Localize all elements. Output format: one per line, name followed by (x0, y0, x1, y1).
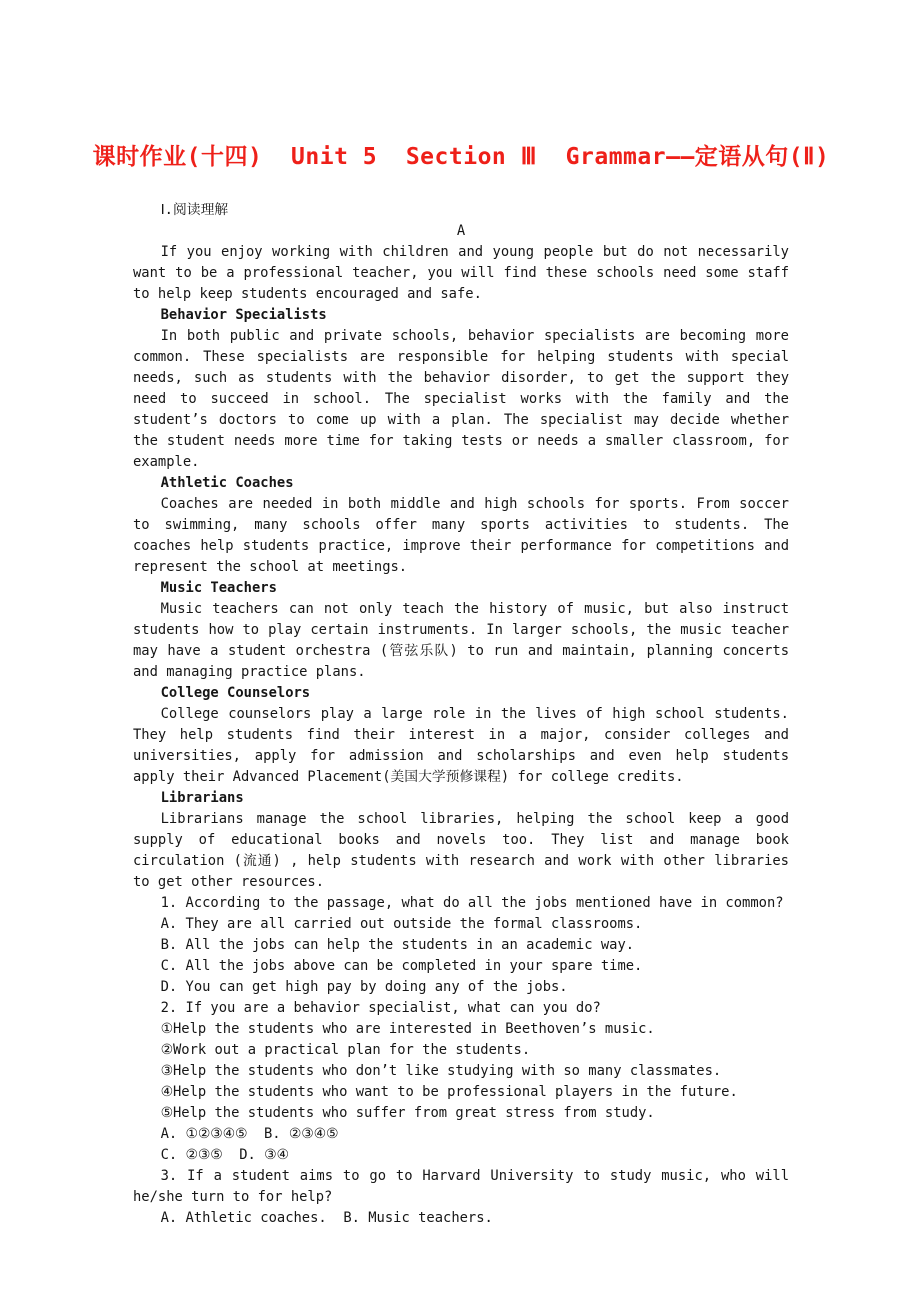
question-2-options-cd: C. ②③⑤ D. ③④ (160, 1147, 289, 1163)
question-3-stem: 3. If a student aims to go to Harvard University to study music, who will he/she turn to for help? (133, 1168, 789, 1205)
question-2-item-4: ④Help the students who want to be professional players in the future. (160, 1084, 738, 1100)
paragraph-librarians: Librarians manage the school libraries, helping the school keep a good supply of educational books and novels too. They list and manage book circulation (流通) , help students with research and work with other libraries to get other resources. (133, 811, 789, 890)
passage-label: A (456, 223, 466, 239)
subheading-college-counselors: College Counselors (160, 685, 311, 701)
subheading-athletic-coaches: Athletic Coaches (160, 475, 294, 491)
question-2-item-2: ②Work out a practical plan for the students. (160, 1042, 531, 1058)
subheading-librarians: Librarians (160, 790, 244, 806)
paragraph-behavior-specialists: In both public and private schools, behavior specialists are becoming more common. These specialists are responsible for helping students with special needs, such as students with the behavior disorder, to get the support they need to succeed in school. The specialist works with the family and the student’s doctors to come up with a plan. The specialist may decide whether the student needs more time for taking tests or needs a smaller classroom, for example. (133, 328, 789, 470)
question-2-options-ab: A. ①②③④⑤ B. ②③④⑤ (160, 1126, 339, 1142)
passage-intro: If you enjoy working with children and young people but do not necessarily want to be a professional teacher, you will find these schools need some staff to help keep students encouraged and safe. (133, 244, 789, 302)
page-title: 课时作业(十四) Unit 5 Section Ⅲ Grammar——定语从句(Ⅱ) (92, 144, 830, 170)
section-label: Ⅰ.阅读理解 (160, 202, 229, 218)
question-2-item-1: ①Help the students who are interested in Beethoven’s music. (160, 1021, 655, 1037)
paragraph-music-teachers: Music teachers can not only teach the history of music, but also instruct students how to play certain instruments. In larger schools, the music teacher may have a student orchestra (管弦乐队) to run and maintain, planning concerts and managing practice plans. (133, 601, 789, 680)
question-2-item-3: ③Help the students who don’t like studying with so many classmates. (160, 1063, 722, 1079)
subheading-behavior-specialists: Behavior Specialists (160, 307, 327, 323)
question-1-option-d: D. You can get high pay by doing any of the jobs. (160, 979, 568, 995)
question-3-options-ab: A. Athletic coaches. B. Music teachers. (160, 1210, 493, 1226)
question-1-stem: 1. According to the passage, what do all the jobs mentioned have in common? (160, 895, 784, 911)
question-2-stem: 2. If you are a behavior specialist, what can you do? (160, 1000, 601, 1016)
question-2-item-5: ⑤Help the students who suffer from great stress from study. (160, 1105, 655, 1121)
paragraph-athletic-coaches: Coaches are needed in both middle and high schools for sports. From soccer to swimming, many schools offer many sports activities to students. The coaches help students practice, improve their performance for competitions and represent the school at meetings. (133, 496, 789, 575)
paragraph-college-counselors: College counselors play a large role in the lives of high school students. They help students find their interest in a major, consider colleges and universities, apply for admission and scholarships and even help students apply their Advanced Placement(美国大学预修课程) for college credits. (133, 706, 789, 785)
question-1-option-a: A. They are all carried out outside the formal classrooms. (160, 916, 643, 932)
question-1-option-b: B. All the jobs can help the students in an academic way. (160, 937, 635, 953)
subheading-music-teachers: Music Teachers (160, 580, 277, 596)
question-1-option-c: C. All the jobs above can be completed in your spare time. (160, 958, 643, 974)
